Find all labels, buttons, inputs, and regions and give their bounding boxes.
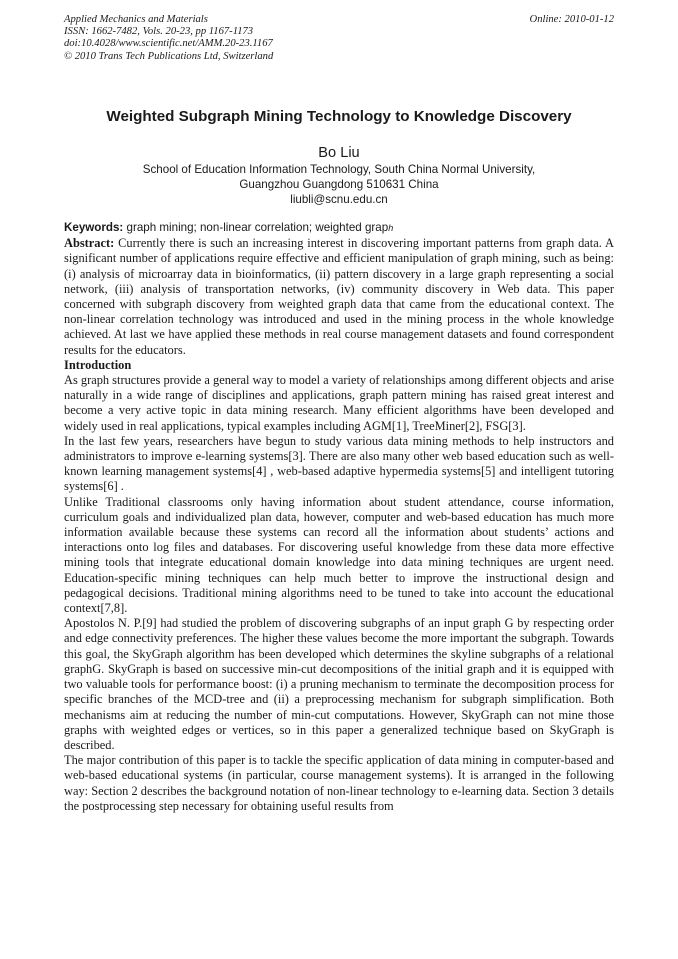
- journal-header: [64, 14, 273, 63]
- body-paragraph: Unlike Traditional classrooms only having information about student attendance, course information, curriculum goals and individualized plan data, however, computer and web-based education has much more information available because these systems can record all the information about students’ actions and interactions onto log files and databases. For discovering useful knowledge from these data more effective mining tools that integrate educational domain knowledge into data mining techniques are urgent need. Education-specific mining techniques can help much better to improve the instructional design and pedagogical decisions. Traditional mining algorithms need to be tuned to take into account the educational context[7,8].: [64, 494, 614, 616]
- keywords-tail: h: [388, 223, 394, 233]
- body-paragraph: In the last few years, researchers have begun to study various data mining methods to help instructors and administrators to improve e-learning systems[3]. There are also many other web based education such as well-known learning management systems[4] , web-based adaptive hypermedia systems[5] and intelligent tutoring systems[6] .: [64, 433, 614, 494]
- section-heading-introduction: Introduction: [64, 357, 132, 372]
- body-paragraph: Apostolos N. P.[9] had studied the problem of discovering subgraphs of an input graph G by respecting order and edge connectivity preferences. The higher these values become the more important the subgraph. Towards this goal, the SkyGraph algorithm has been developed which determines the skyline subgraphs of a relational graphG. SkyGraph is based on successive min-cut decompositions of the initial graph and it is equipped with two valuable tools for performance boost: (i) a pruning mechanism to terminate the decomposition process for specific branches of the MCD-tree and (ii) a preprocessing mechanism for subgraph simplification. Both mechanisms aim at reducing the number of min-cut computations. However, SkyGraph can not mine those graphs with weighted edges or vertices, so in this paper a generalized technique based on SkyGraph is described.: [64, 616, 614, 752]
- body-paragraph: As graph structures provide a general way to model a variety of relationships among different objects and arise naturally in a wide range of disciplines and applications, graph pattern mining has raised great interest and become a very active topic in data mining research. Many efficient algorithms have been developed and widely used in real applications, typical examples including AGM[1], TreeMiner[2], FSG[3].: [64, 373, 614, 433]
- affiliation-line: Guangzhou Guangdong 510631 China: [239, 178, 439, 191]
- affiliation-block: [64, 162, 614, 207]
- affiliation-line: School of Education Information Technology, South China Normal University,: [142, 163, 536, 176]
- abstract-label: Abstract:: [64, 236, 115, 251]
- author-name: Bo Liu: [318, 145, 360, 161]
- body-paragraph: The major contribution of this paper is to tackle the specific application of data mining in computer-based and web-based educational systems (in particular, course management systems). It is arranged in the following way: Section 2 describes the background notation of non-linear technology to e-learning data. Section 3 details the postprocessing step necessary for obtaining useful results from: [64, 753, 614, 813]
- issn-line: ISSN: 1662-7482, Vols. 20-23, pp 1167-1173: [64, 26, 254, 38]
- keywords-text: graph mining; non-linear correlation; weighted grap: [126, 221, 389, 234]
- journal-name: Applied Mechanics and Materials: [64, 14, 208, 25]
- paper-body: [64, 220, 614, 814]
- keywords-line: [64, 220, 614, 236]
- doi-line: doi:10.4028/www.scientific.net/AMM.20-23.1167: [64, 38, 273, 50]
- paper-title: Weighted Subgraph Mining Technology to Knowledge Discovery: [106, 108, 572, 125]
- keywords-label: Keywords:: [64, 221, 124, 234]
- author-email: liubli@scnu.edu.cn: [290, 193, 388, 206]
- abstract-text: Currently there is such an increasing interest in discovering important patterns from graph data. A significant number of applications require effective and efficient manipulation of graph mining, such as being: (i) analysis of microarray data in bioinformatics, (ii) pattern discovery in a large graph representing a social network, (iii) analysis of transportation networks, (iv) community discovery in Web data. This paper concerned with subgraph discovery from weighted graph data that came from the educational context. The non-linear correlation technology was introduced and used in the mining process in the whole knowledge achieved. At last we have applied these methods in real course management datasets and found correspondent results for the educators.: [64, 236, 614, 357]
- online-date: Online: 2010-01-12: [529, 14, 614, 25]
- copyright-line: © 2010 Trans Tech Publications Ltd, Switzerland: [64, 50, 274, 62]
- abstract-paragraph: [64, 236, 614, 358]
